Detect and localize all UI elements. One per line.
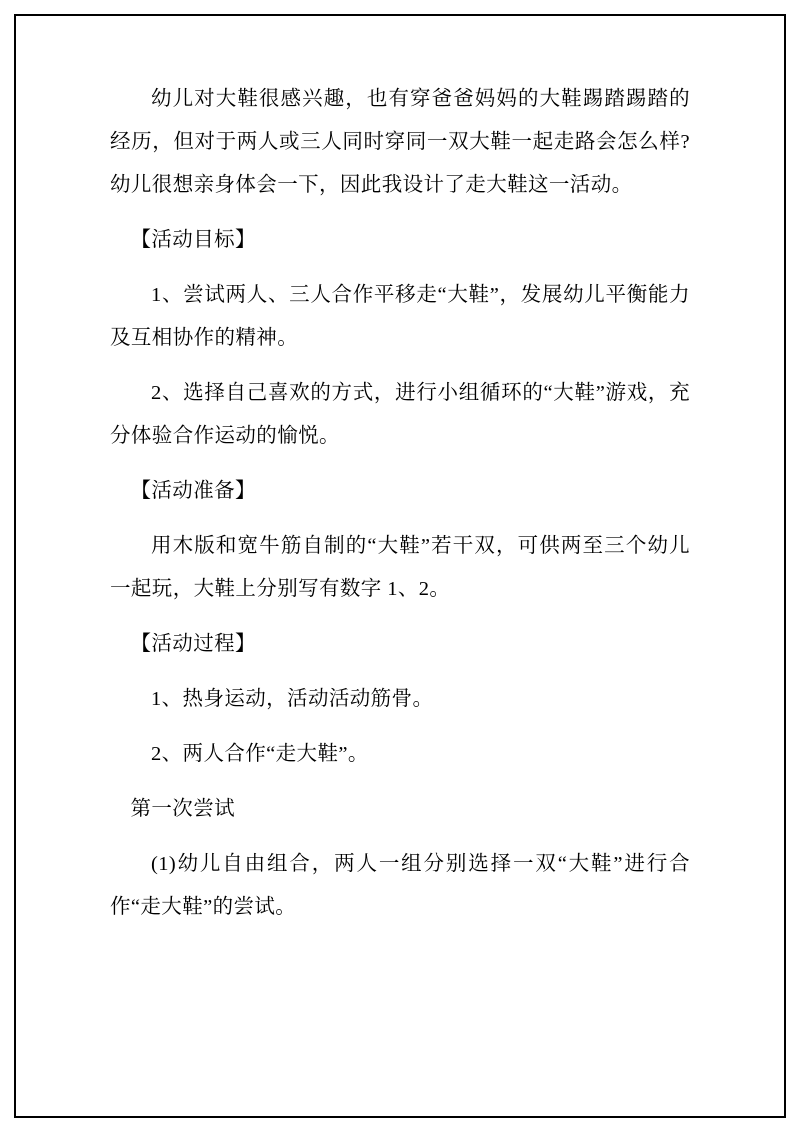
paragraph-preparation: 用木版和宽牛筋自制的“大鞋”若干双，可供两至三个幼儿一起玩，大鞋上分别写有数字 1、2。 [110, 535, 690, 600]
paragraph-goal-2: 2、选择自己喜欢的方式，进行小组循环的“大鞋”游戏，充分体验合作运动的愉悦。 [110, 382, 690, 447]
paragraph-process-2: 2、两人合作“走大鞋”。 [151, 743, 369, 765]
document-content [110, 78, 690, 941]
paragraph-goal-1: 1、尝试两人、三人合作平移走“大鞋”，发展幼儿平衡能力及互相协作的精神。 [110, 284, 690, 349]
paragraph-first-attempt-label: 第一次尝试 [130, 798, 235, 820]
paragraph-process-1: 1、热身运动，活动活动筋骨。 [151, 688, 434, 710]
paragraph-intro: 幼儿对大鞋很感兴趣，也有穿爸爸妈妈的大鞋踢踏踢踏的经历，但对于两人或三人同时穿同一双大鞋一起走路会怎么样? 幼儿很想亲身体会一下，因此我设计了走大鞋这一活动。 [110, 88, 690, 196]
heading-activity-preparation: 【活动准备】 [130, 480, 256, 502]
heading-activity-goals: 【活动目标】 [130, 229, 256, 251]
heading-activity-process: 【活动过程】 [130, 633, 256, 655]
paragraph-first-attempt-body: (1)幼儿自由组合，两人一组分别选择一双“大鞋”进行合作“走大鞋”的尝试。 [110, 853, 690, 918]
